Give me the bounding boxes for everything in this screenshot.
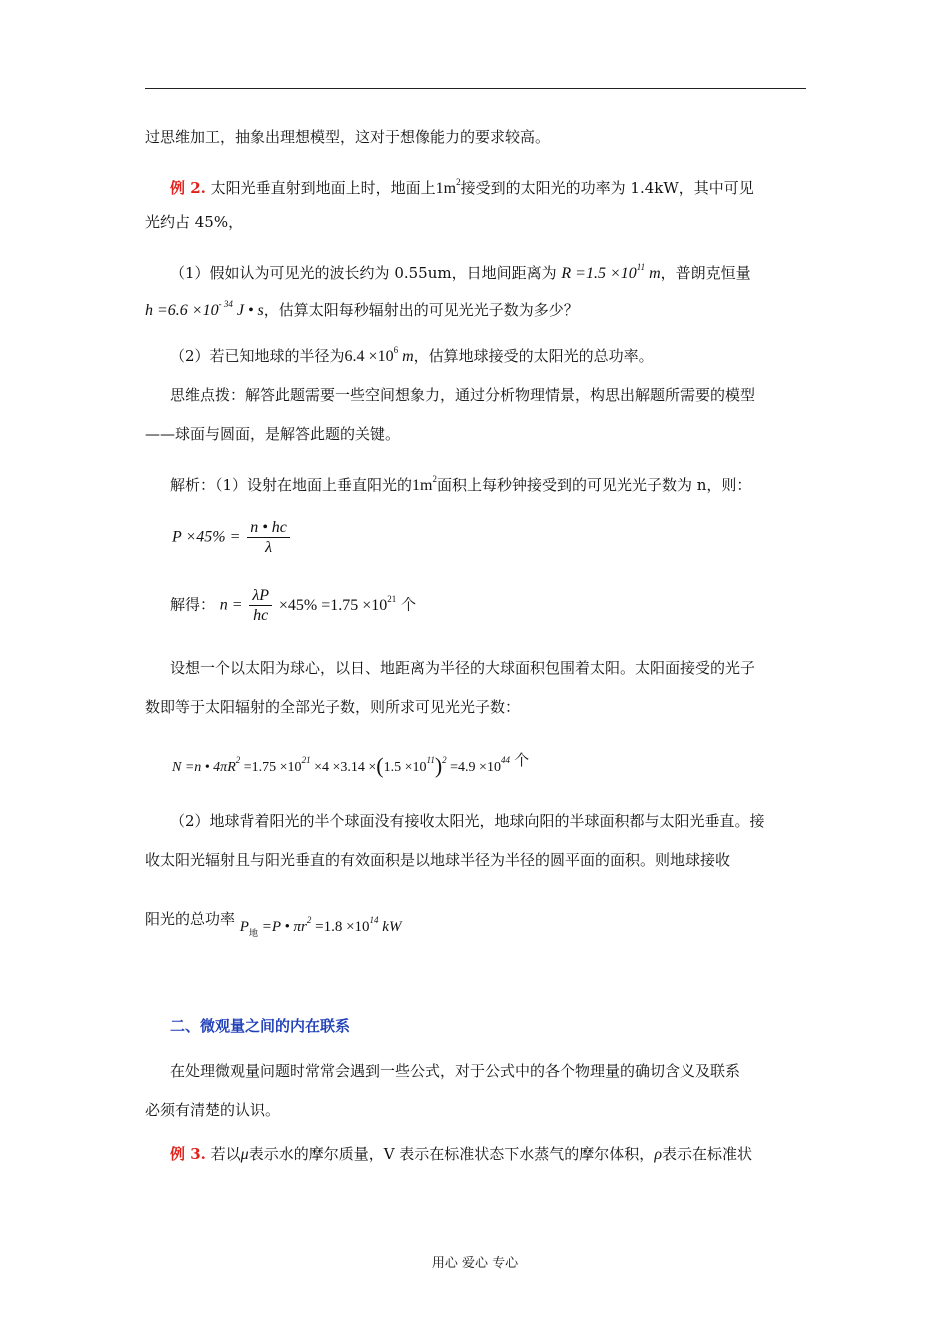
equation-3 [172,749,529,779]
text: 1m [412,477,433,494]
text: 解析：（1）设射在地面上垂直阳光的 [170,476,413,494]
question-1-line-1 [170,257,751,284]
exponent: 11 [426,755,435,765]
text: R =1.5 ×10 [561,265,637,282]
exponent: 21 [301,755,311,765]
text: N =n • 4πR [172,760,236,775]
header-rule [145,88,806,89]
equation-2 [170,586,416,625]
denominator: λ [265,539,272,556]
text: 6.4 ×10 [344,348,394,365]
text: =1.75 ×10 [240,760,302,775]
formula-h [145,299,264,319]
unit: 个 [401,595,417,614]
fraction [247,518,290,557]
symbol-mu: μ [240,1146,249,1163]
equation-lhs: n = [219,596,243,614]
exponent: 6 [393,345,399,355]
paragraph-3-line-1: 设想一个以太阳为球心，以日、地距离为半径的大球面积包围着太阳。太阳面接受的光子 [170,659,756,677]
text: 表示水的摩尔质量，V 表示在标准状态下水蒸气的摩尔体积， [248,1145,655,1163]
paragraph-4-line-1: 在处理微观量问题时常常会遇到一些公式，对于公式中的各个物理量的确切含义及联系 [170,1062,741,1080]
text-line-1: 过思维加工，抽象出理想模型，这对于想像能力的要求较高。 [145,128,551,146]
example-3-label: 例 3. [170,1145,206,1163]
text: ，估算地球接受的太阳光的总功率。 [413,347,654,365]
paragraph-4-line-2: 必须有清楚的认识。 [145,1101,281,1119]
exponent: - 34 [218,299,233,309]
text: ×4 ×3.14 × [310,760,377,775]
exponent: 11 [636,262,646,272]
example-2-line-1 [170,172,754,199]
area-1m2: $1m^2$ [412,474,437,494]
denominator: hc [253,607,269,624]
text: P [239,919,249,935]
section-heading-2: 二、微观量之间的内在联系 [170,1017,351,1035]
paragraph-2-line-1: （2）地球背着阳光的半个球面没有接收太阳光，地球向阳的半球面积都与太阳光垂直。接 [170,812,765,830]
hint-line-2: ——球面与圆面，是解答此题的关键。 [145,425,401,443]
text: 解得： [170,595,216,614]
area-1m2: $1m^2$ [435,177,461,197]
exponent: 21 [387,593,397,604]
page-footer: 用心 爱心 专心 [431,1256,519,1271]
exponent: 14 [369,915,379,925]
paragraph-2-line-3 [145,903,401,936]
text: =4.9 ×10 [446,760,501,775]
text: 表示在标准状 [662,1145,753,1163]
numerator: n • hc [247,518,290,538]
equation-1 [172,518,292,557]
text: =P • πr [257,919,307,935]
paragraph-2-line-2: 收太阳光辐射且与阳光垂直的有效面积是以地球半径为半径的圆平面的面积。则地球接收 [145,851,731,869]
unit: J • s [236,302,264,319]
text: ，普朗克恒量 [660,264,751,282]
exponent: 44 [500,755,510,765]
text: （1）假如认为可见光的波长约为 0.55um，日地间距离为 [170,264,557,282]
unit: kW [382,919,402,935]
text: 面积上每秒钟接受到的可见光光子数为 n，则： [437,476,752,494]
subscript: 地 [248,928,258,938]
example-2-label: 例 2. [170,179,206,197]
text: 接受到的太阳光的功率为 1.4kW，其中可见 [460,179,754,197]
unit: m [649,265,661,282]
formula-R [561,262,661,282]
text: 阳光的总功率 [145,910,236,928]
hint-line-1: 思维点拨：解答此题需要一些空间想象力，通过分析物理情景，构思出解题所需要的模型 [170,386,756,404]
text: ×45% =1.75 ×10 [278,596,388,614]
paragraph-3-line-2: 数即等于太阳辐射的全部光子数，则所求可见光光子数： [145,698,521,716]
symbol-rho: ρ [654,1146,662,1163]
formula-total-power: $P_地 =P$ • $\pi r^2 =1.8 \times 10^{14}$ kW [239,915,402,938]
text: （2）若已知地球的半径为 [170,347,345,365]
question-1-line-2 [145,294,579,321]
text: 1.5 ×10 [383,760,427,775]
example-2-line-2: 光约占 45%， [145,213,244,231]
text: 太阳光垂直射到地面上时，地面上 [205,179,436,197]
formula-N: N =n • $4\pi R^2 =1.75 \times 10^{21} \times 4 \times 3.14 \times(1.5 \times 10^{11})^2 =4.9 \times 10^{44}$ [172,753,510,778]
text: 1m [435,180,457,197]
unit: 个 [514,751,530,769]
solution-line-1 [170,469,751,496]
example-3-line-1 [170,1144,752,1165]
formula-earth-radius [344,345,414,365]
numerator: λP [249,586,272,606]
unit: m [402,348,414,365]
text: =1.8 ×10 [311,919,370,935]
question-2 [170,340,654,367]
fraction [249,586,272,625]
text: h =6.6 ×10 [145,302,219,319]
equation-rhs [278,593,397,614]
text: 若以 [205,1145,241,1163]
text: ，估算太阳每秒辐射出的可见光光子数为多少？ [263,301,579,319]
equation-lhs: P ×45% = [172,528,241,546]
